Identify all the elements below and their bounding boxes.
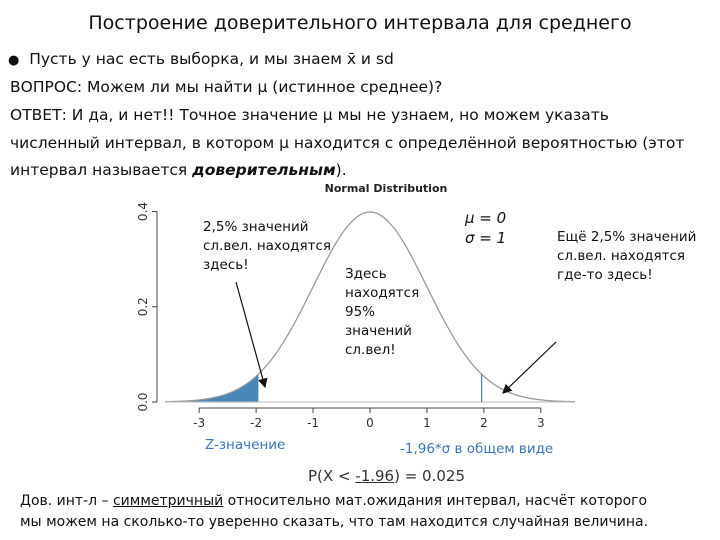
y-tick-label: 0.4 xyxy=(136,201,150,222)
formula-value: -1.96 xyxy=(355,467,395,485)
answer-line-3-suffix: ). xyxy=(335,161,347,179)
left-tail-note-line: здесь! xyxy=(203,257,249,273)
x-tick-label: 1 xyxy=(423,416,431,430)
sigma-label: -1,96*σ в общем виде xyxy=(400,441,554,457)
center-note-line: находятся xyxy=(345,285,420,301)
bullet-icon: ● xyxy=(8,53,20,68)
parameter-label: μ = 0 xyxy=(465,209,507,227)
answer-line-2: численный интервал, в котором μ находится с определённой вероятностью (этот xyxy=(10,134,685,152)
footer-line-2: мы можем на сколько-то уверенно сказать, что там находится случайная величина. xyxy=(20,514,649,530)
x-tick-label: -3 xyxy=(193,416,206,430)
answer-line-3-prefix: интервал называется xyxy=(10,161,193,179)
chart-title: Normal Distribution xyxy=(324,182,448,195)
left-tail-note-line: сл.вел. находятся xyxy=(203,238,332,254)
left-tail-note-line: 2,5% значений xyxy=(203,219,309,235)
x-tick-label: -1 xyxy=(307,416,320,430)
right-tail-arrow xyxy=(503,342,556,393)
y-tick-label: 0.0 xyxy=(136,392,150,412)
footer-definition xyxy=(20,491,648,533)
center-note-line: Здесь xyxy=(345,266,387,282)
footer-suffix: относительно мат.ожидания интервал, насчёт которого xyxy=(223,493,648,509)
probability-formula xyxy=(308,467,465,485)
right-tail-note-line: Ещё 2,5% значений xyxy=(557,229,697,245)
slide-title: Построение доверительного интервала для среднего xyxy=(88,12,632,34)
formula-prefix: P(X < xyxy=(308,467,356,485)
right-tail-note-line: сл.вел. находятся xyxy=(557,248,686,264)
z-value-label: Z-значение xyxy=(205,437,286,453)
answer-line-3-term: доверительным xyxy=(192,161,336,179)
center-note-line: значений xyxy=(345,323,412,339)
parameter-label: σ = 1 xyxy=(465,229,507,247)
question-line: ВОПРОС: Можем ли мы найти μ (истинное среднее)? xyxy=(10,78,443,96)
center-note-line: 95% xyxy=(345,304,376,320)
footer-prefix: Дов. инт-л – xyxy=(20,493,113,509)
footer-line-1 xyxy=(20,491,648,512)
bullet-text: Пусть у нас есть выборка, и мы знаем x̄ и sd xyxy=(29,50,394,68)
right-tail-note-line: где-то здесь! xyxy=(557,267,653,283)
x-tick-label: -2 xyxy=(250,416,263,430)
center-note-line: сл.вел! xyxy=(345,342,396,358)
y-tick-label: 0.2 xyxy=(136,297,150,317)
answer-line-1: ОТВЕТ: И да, и нет!! Точное значение μ мы не узнаем, но можем указать xyxy=(10,106,609,124)
x-tick-label: 3 xyxy=(537,416,545,430)
left-tail-arrow xyxy=(236,282,265,387)
footer-term: симметричный xyxy=(112,493,224,509)
x-tick-label: 2 xyxy=(480,416,488,430)
x-tick-label: 0 xyxy=(366,416,374,430)
formula-suffix: ) = 0.025 xyxy=(394,467,465,485)
